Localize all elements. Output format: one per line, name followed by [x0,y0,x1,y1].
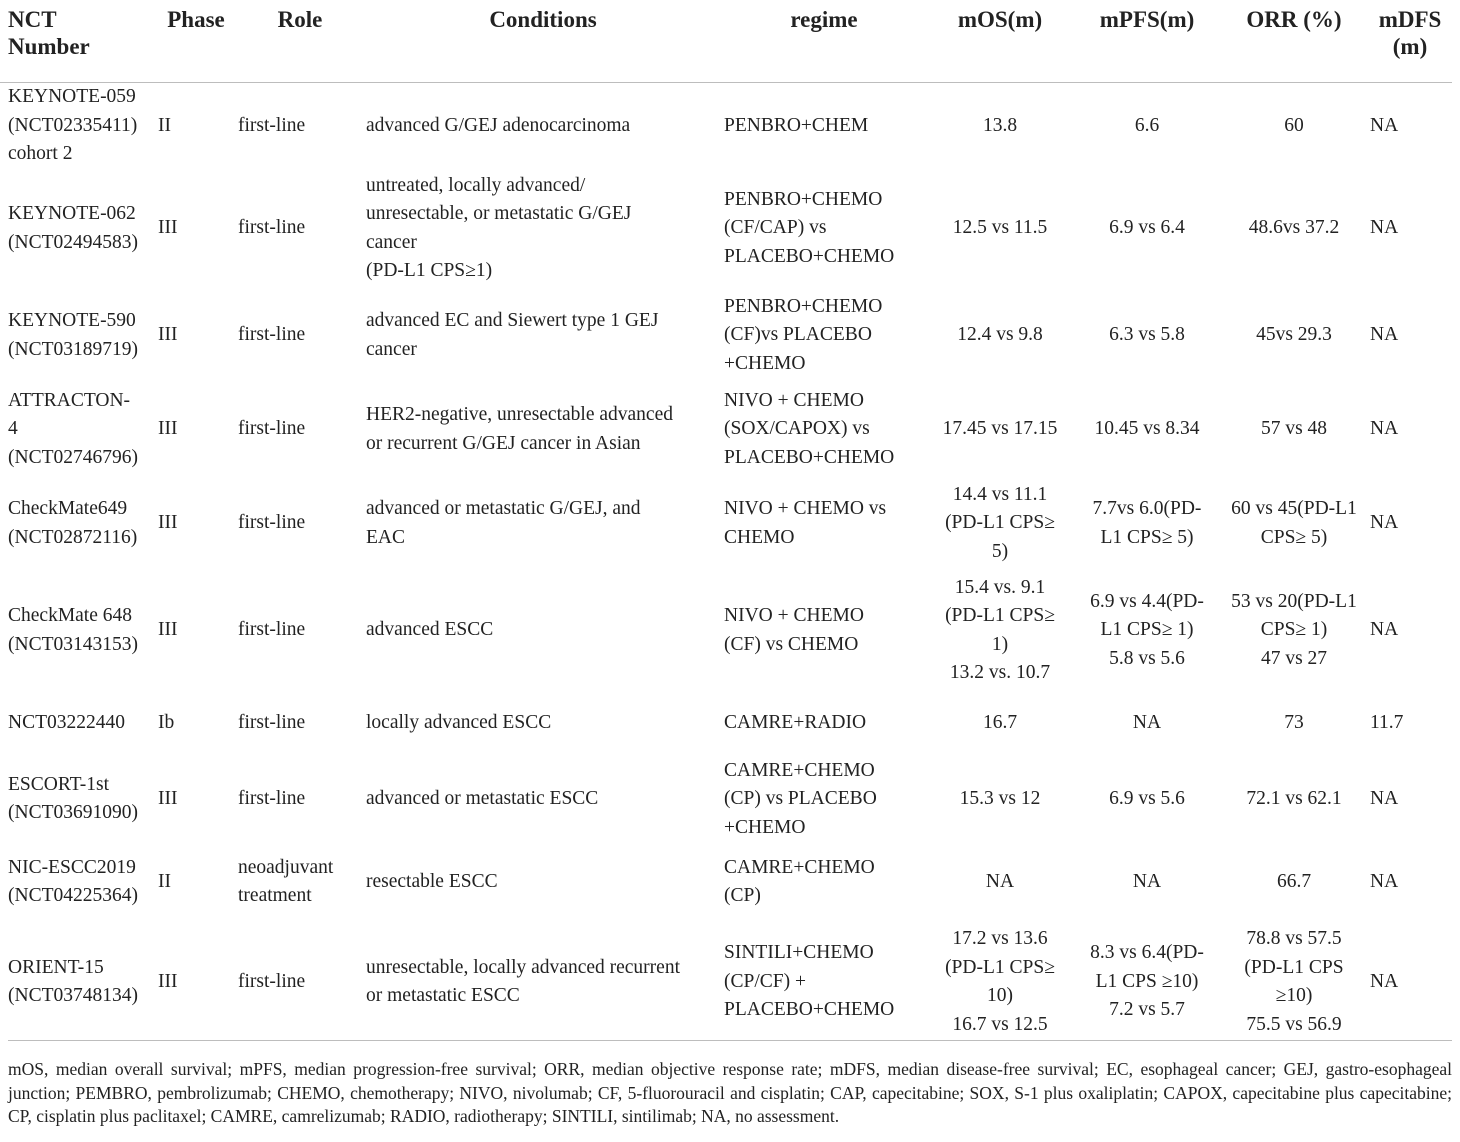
cell-nct-number: ORIENT-15 (NCT03748134) [8,956,138,1006]
table-header [0,0,1452,83]
cell-regime: NIVO + CHEMO vs CHEMO [724,498,887,548]
table-row [0,571,1452,691]
cell-phase: III [158,418,178,440]
cell-regime: CAMRE+CHEMO (CP) vs PLACEBO +CHEMO [724,759,877,838]
cell-conditions: advanced or metastatic ESCC [366,788,599,809]
cell-mdfs: NA [1370,324,1399,346]
cell-mpfs: 6.9 vs 6.4 [1109,217,1185,239]
cell-role: first-line [238,970,306,992]
header-mdfs: mDFS (m) [1368,0,1452,83]
cell-orr: 57 vs 48 [1260,418,1328,440]
cell-conditions: advanced ESCC [366,619,494,641]
cell-phase: III [158,788,178,809]
cell-nct-number: KEYNOTE-590 (NCT03189719) [8,310,138,360]
cell-mos: 13.8 [982,114,1018,136]
table-body [0,83,1452,1043]
cell-role: first-line [238,712,306,734]
cell-regime: PENBRO+CHEMO (CF/CAP) vs PLACEBO+CHEMO [724,188,895,267]
cell-conditions: advanced G/GEJ adenocarcinoma [366,114,631,136]
cell-regime: PENBRO+CHEM [724,114,869,136]
cell-nct-number: CheckMate 648 (NCT03143153) [8,605,138,655]
table-row [0,842,1452,922]
header-phase: Phase [156,0,236,83]
cell-phase: Ib [158,712,175,734]
cell-nct-number: KEYNOTE-059 (NCT02335411) cohort 2 [8,86,138,164]
table-row [0,169,1452,289]
cell-nct-number: CheckMate649 (NCT02872116) [8,498,138,548]
cell-orr: 45vs 29.3 [1256,324,1332,346]
cell-role: first-line [238,217,306,239]
cell-orr: 48.6vs 37.2 [1248,217,1340,239]
cell-regime: NIVO + CHEMO (CF) vs CHEMO [724,605,864,655]
cell-mpfs: 10.45 vs 8.34 [1094,418,1200,440]
cell-conditions: locally advanced ESCC [366,712,552,734]
table-row [0,691,1452,757]
cell-phase: III [158,970,178,992]
header-row [0,0,1452,83]
cell-mpfs: NA [1132,870,1162,892]
cell-orr: 60 vs 45(PD-L1 CPS≥ 5) [1231,498,1357,548]
cell-mos: 16.7 [982,712,1018,734]
cell-conditions: untreated, locally advanced/ unresectable, or metastatic G/GEJ cancer (PD-L1 CPS≥1) [366,174,632,281]
cell-mdfs: NA [1370,512,1399,534]
cell-regime: CAMRE+RADIO [724,712,867,734]
cell-mdfs: NA [1370,870,1399,892]
header-orr: ORR (%) [1220,0,1368,83]
cell-phase: III [158,512,178,534]
table-row [0,757,1452,843]
cell-nct-number: NIC-ESCC2019 (NCT04225364) [8,856,138,906]
cell-regime: PENBRO+CHEMO (CF)vs PLACEBO +CHEMO [724,295,883,374]
cell-mpfs: 6.6 [1134,114,1160,136]
cell-mpfs: 7.7vs 6.0(PD- L1 CPS≥ 5) [1092,498,1202,548]
cell-mos: 17.2 vs 13.6 (PD-L1 CPS≥ 10) 16.7 vs 12.5 [945,928,1055,1035]
cell-mos: 14.4 vs 11.1 (PD-L1 CPS≥ 5) [945,483,1055,562]
cell-nct-number: ATTRACTON- 4 (NCT02746796) [8,389,138,468]
table-row [0,83,1452,169]
cell-regime: SINTILI+CHEMO (CP/CF) + PLACEBO+CHEMO [724,942,895,1021]
cell-orr: 73 [1284,712,1304,734]
cell-mpfs: NA [1132,712,1162,734]
cell-mpfs: 6.9 vs 4.4(PD- L1 CPS≥ 1) 5.8 vs 5.6 [1090,590,1204,669]
cell-role: neoadjuvant treatment [238,856,334,906]
cell-nct-number: ESCORT-1st (NCT03691090) [8,773,138,824]
cell-conditions: unresectable, locally advanced recurrent or metastatic ESCC [366,956,680,1006]
header-mos: mOS(m) [926,0,1074,83]
header-mpfs: mPFS(m) [1074,0,1220,83]
cell-mos: NA [985,870,1015,892]
cell-mpfs: 8.3 vs 6.4(PD- L1 CPS ≥10) 7.2 vs 5.7 [1090,942,1204,1021]
cell-mdfs: NA [1370,217,1399,239]
cell-orr: 72.1 vs 62.1 [1246,788,1342,809]
cell-mdfs: NA [1370,788,1399,809]
cell-conditions: resectable ESCC [366,870,498,892]
header-role: Role [236,0,364,83]
cell-role: first-line [238,418,306,440]
cell-role: first-line [238,788,306,809]
header-regime: regime [722,0,926,83]
cell-mos: 15.4 vs. 9.1 (PD-L1 CPS≥ 1) 13.2 vs. 10.7 [945,576,1055,683]
cell-nct-number: NCT03222440 [8,712,125,734]
cell-regime: NIVO + CHEMO (SOX/CAPOX) vs PLACEBO+CHEMO [724,389,895,468]
cell-mos: 15.3 vs 12 [959,788,1041,809]
cell-mdfs: 11.7 [1370,712,1404,734]
cell-regime: CAMRE+CHEMO (CP) [724,856,875,906]
table-row [0,477,1452,571]
cell-role: first-line [238,512,306,534]
cell-mdfs: NA [1370,970,1399,992]
table-row [0,383,1452,477]
cell-role: first-line [238,619,306,641]
cell-mos: 17.45 vs 17.15 [942,418,1058,440]
table-row [0,922,1452,1042]
cell-orr: 78.8 vs 57.5 (PD-L1 CPS ≥10) 75.5 vs 56.9 [1244,928,1344,1035]
cell-phase: III [158,217,178,239]
cell-orr: 53 vs 20(PD-L1 CPS≥ 1) 47 vs 27 [1231,590,1357,669]
footnote-divider [8,1040,1452,1041]
cell-role: first-line [238,114,306,136]
cell-mos: 12.4 vs 9.8 [957,324,1043,346]
cell-phase: III [158,619,178,641]
cell-conditions: HER2-negative, unresectable advanced or recurrent G/GEJ cancer in Asian [366,404,673,454]
cell-conditions: advanced or metastatic G/GEJ, and EAC [366,498,641,548]
cell-conditions: advanced EC and Siewert type 1 GEJ cancer [366,310,659,360]
cell-phase: II [158,870,171,892]
cell-phase: II [158,114,171,136]
table-row [0,289,1452,383]
cell-nct-number: KEYNOTE-062 (NCT02494583) [8,203,138,253]
cell-mdfs: NA [1370,114,1399,136]
header-nct-number: NCT Number [0,0,156,83]
cell-mdfs: NA [1370,619,1399,641]
cell-mpfs: 6.3 vs 5.8 [1109,324,1185,346]
cell-mpfs: 6.9 vs 5.6 [1109,788,1185,809]
cell-orr: 66.7 [1276,870,1312,892]
cell-orr: 60 [1284,114,1304,136]
header-conditions: Conditions [364,0,722,83]
cell-phase: III [158,324,178,346]
cell-role: first-line [238,324,306,346]
cell-mos: 12.5 vs 11.5 [952,217,1048,239]
cell-mdfs: NA [1370,418,1399,440]
table-footnote: mOS, median overall survival; mPFS, median progression-free survival; ORR, median objective response rate; mDFS, median disease-free survival; EC, esophageal cancer; GEJ, gastro-esophageal junction; PEMBRO, pembrolizumab; CHEMO, chemotherapy; NIVO, nivolumab; CF, 5-fluorouracil and cisplatin; CAP, capecitabine; SOX, S-1 plus oxaliplatin; CAPOX, capecitabine plus capecitabine; CP, cisplatin plus paclitaxel; CAMRE, camrelizumab; RADIO, radiotherapy; SINTILI, sintilimab; NA, no assessment. [8,1059,1452,1126]
